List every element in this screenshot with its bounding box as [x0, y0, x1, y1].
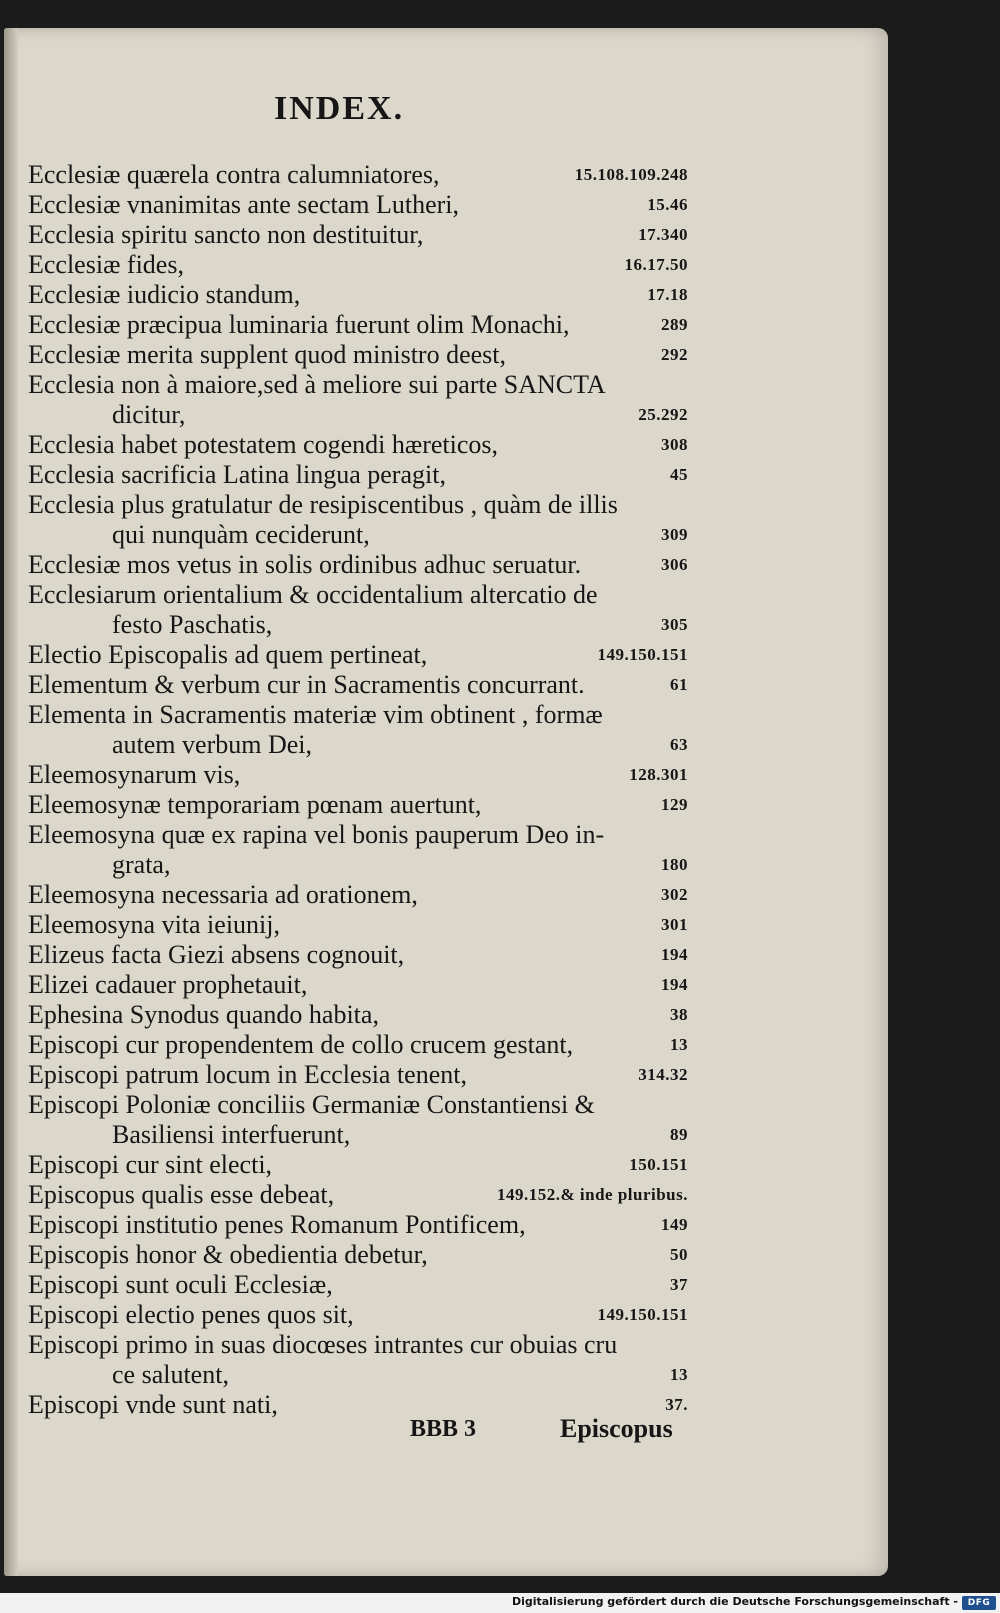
index-entry-text: festo Paschatis, [112, 610, 273, 639]
index-entry-text: Eleemosyna necessaria ad orationem, [28, 880, 418, 909]
index-entry-page: 150.151 [629, 1155, 688, 1174]
index-entry-page: 306 [661, 555, 688, 574]
index-entry-text: Ecclesiæ iudicio standum, [28, 280, 301, 309]
index-entry-text: Ecclesia sacrificia Latina lingua peragit, [28, 460, 446, 489]
index-entry [28, 730, 688, 760]
index-entry-text: Eleemosynarum vis, [28, 760, 241, 789]
index-entry-text: Elizeus facta Giezi absens cognouit, [28, 940, 405, 969]
page-spine-shadow [4, 28, 18, 1576]
index-entry [28, 190, 688, 220]
index-entry-text: Episcopus qualis esse debeat, [28, 1180, 335, 1209]
index-entry-text: Episcopi patrum locum in Ecclesia tenent, [28, 1060, 467, 1089]
index-entry-text: autem verbum Dei, [112, 730, 312, 759]
index-entry-page: 309 [661, 525, 688, 544]
index-entry-page: 63 [670, 735, 688, 754]
index-entry-text: dicitur, [112, 400, 186, 429]
index-entry [28, 1120, 688, 1150]
index-entry-page: 180 [661, 855, 688, 874]
index-entry [28, 1210, 688, 1240]
index-entry [28, 880, 688, 910]
index-entry-page: 37 [670, 1275, 688, 1294]
index-entry-text: Episcopis honor & obedientia debetur, [28, 1240, 428, 1269]
index-entry-text: Episcopi primo in suas diocœses intrantes cur obuias cru [28, 1330, 618, 1359]
index-entry [28, 160, 688, 190]
index-entry-text: Eleemosyna quæ ex rapina vel bonis pauperum Deo in- [28, 820, 605, 849]
index-entry-page: 194 [661, 945, 688, 964]
index-entry [28, 760, 688, 790]
index-entry-text: Episcopi Poloniæ conciliis Germaniæ Constantiensi & [28, 1090, 595, 1119]
index-entry-text: Elementa in Sacramentis materiæ vim obtinent , formæ [28, 700, 603, 729]
index-entry-page: 25.292 [638, 405, 688, 424]
index-entry-page: 89 [670, 1125, 688, 1144]
index-entry [28, 520, 688, 550]
index-entry-page: 16.17.50 [624, 255, 688, 274]
page-header: INDEX. [274, 90, 405, 127]
index-entry [28, 1360, 688, 1390]
index-entry-text: Eleemosynæ temporariam pœnam auertunt, [28, 790, 482, 819]
index-entry [28, 220, 688, 250]
index-entry-page: 149.150.151 [597, 1305, 688, 1324]
index-entry [28, 640, 688, 670]
index-entry-text: Ecclesia plus gratulatur de resipiscentibus , quàm de illis [28, 490, 618, 519]
index-entry-text: Basiliensi interfuerunt, [112, 1120, 351, 1149]
index-entry-text: Episcopi vnde sunt nati, [28, 1390, 278, 1419]
index-entry-text: Ecclesiæ vnanimitas ante sectam Lutheri, [28, 190, 460, 219]
index-entry [28, 610, 688, 640]
index-entry-page: 314.32 [638, 1065, 688, 1084]
index-entry [28, 790, 688, 820]
index-entry-text: ce salutent, [112, 1360, 229, 1389]
index-entry-text: Electio Episcopalis ad quem pertineat, [28, 640, 428, 669]
index-entry [28, 370, 688, 400]
index-entry-text: qui nunquàm ceciderunt, [112, 520, 370, 549]
index-entry-page: 305 [661, 615, 688, 634]
index-entry-text: Ecclesiæ mos vetus in solis ordinibus adhuc seruatur. [28, 550, 582, 579]
index-entry [28, 280, 688, 310]
index-entry-text: grata, [112, 850, 171, 879]
index-entry-page: 45 [670, 465, 688, 484]
index-entry [28, 580, 688, 610]
index-entry-text: Elementum & verbum cur in Sacramentis concurrant. [28, 670, 585, 699]
signature-mark: BBB 3 [410, 1416, 477, 1442]
index-entry-text: Episcopi electio penes quos sit, [28, 1300, 354, 1329]
index-entry [28, 1240, 688, 1270]
index-entry [28, 910, 688, 940]
index-entry-text: Eleemosyna vita ieiunij, [28, 910, 280, 939]
index-entry [28, 1330, 688, 1360]
index-entry-text: Ephesina Synodus quando habita, [28, 1000, 379, 1029]
index-entry-page: 289 [661, 315, 688, 334]
index-entry-page: 17.340 [638, 225, 688, 244]
index-entry-page: 13 [670, 1035, 688, 1054]
index-entry-text: Elizei cadauer prophetauit, [28, 970, 308, 999]
index-entry-page: 301 [661, 915, 688, 934]
index-entry [28, 850, 688, 880]
index-entry [28, 1060, 688, 1090]
index-entry [28, 970, 688, 1000]
index-entry-page: 15.46 [647, 195, 688, 214]
index-entry [28, 250, 688, 280]
index-entry-page: 129 [661, 795, 688, 814]
index-entry-page: 149 [661, 1215, 688, 1234]
index-entry-page: 37. [665, 1395, 688, 1414]
index-entry [28, 460, 688, 490]
dfg-logo: DFG [962, 1596, 996, 1610]
index-entry-text: Ecclesiarum orientalium & occidentalium altercatio de [28, 580, 598, 609]
index-entry-page: 50 [670, 1245, 688, 1264]
index-entry [28, 1030, 688, 1060]
index-entry-text: Ecclesia spiritu sancto non destituitur, [28, 220, 424, 249]
index-entry-text: Ecclesiæ merita supplent quod ministro deest, [28, 340, 507, 369]
index-entry [28, 1150, 688, 1180]
credit-bar [0, 1593, 1000, 1613]
index-entry [28, 430, 688, 460]
index-entry [28, 1000, 688, 1030]
index-entry-page: 149.150.151 [597, 645, 688, 664]
index-entry-page: 17.18 [647, 285, 688, 304]
index-entry [28, 940, 688, 970]
index-entry [28, 670, 688, 700]
index-entry-text: Episcopi institutio penes Romanum Pontificem, [28, 1210, 526, 1239]
index-entry-page: 302 [661, 885, 688, 904]
index-entry [28, 1300, 688, 1330]
index-entry-page: 15.108.109.248 [574, 165, 688, 184]
index-entry-text: Episcopi cur propendentem de collo crucem gestant, [28, 1030, 574, 1059]
index-entry-page: 149.152.& inde pluribus. [496, 1185, 688, 1204]
index-entry-page: 13 [670, 1365, 688, 1384]
index-entry [28, 310, 688, 340]
index-entry [28, 1270, 688, 1300]
index-entry-page: 128.301 [629, 765, 688, 784]
index-entry-text: Ecclesiæ præcipua luminaria fuerunt olim Monachi, [28, 310, 570, 339]
index-entries [28, 160, 688, 1420]
index-entry [28, 1090, 688, 1120]
index-entry [28, 340, 688, 370]
index-entry-text: Ecclesiæ fides, [28, 250, 184, 279]
credit-text: Digitalisierung gefördert durch die Deutsche Forschungsgemeinschaft - [511, 1595, 958, 1608]
index-entry-page: 292 [661, 345, 688, 364]
index-entry [28, 700, 688, 730]
index-entry-text: Episcopi cur sint electi, [28, 1150, 273, 1179]
index-entry-text: Ecclesia habet potestatem cogendi hæreticos, [28, 430, 498, 459]
index-entry [28, 490, 688, 520]
index-entry-page: 194 [661, 975, 688, 994]
index-entry-text: Episcopi sunt oculi Ecclesiæ, [28, 1270, 333, 1299]
book-page [4, 28, 888, 1576]
index-entry-page: 61 [670, 675, 688, 694]
index-entry-page: 308 [661, 435, 688, 454]
index-entry-text: Ecclesia non à maiore,sed à meliore sui parte SANCTA [28, 370, 606, 399]
index-entry-text: Ecclesiæ quærela contra calumniatores, [28, 160, 440, 189]
index-entry [28, 820, 688, 850]
index-entry-page: 38 [670, 1005, 688, 1024]
index-entry [28, 550, 688, 580]
index-entry [28, 400, 688, 430]
catchword: Episcopus [560, 1414, 673, 1443]
index-entry [28, 1180, 688, 1210]
